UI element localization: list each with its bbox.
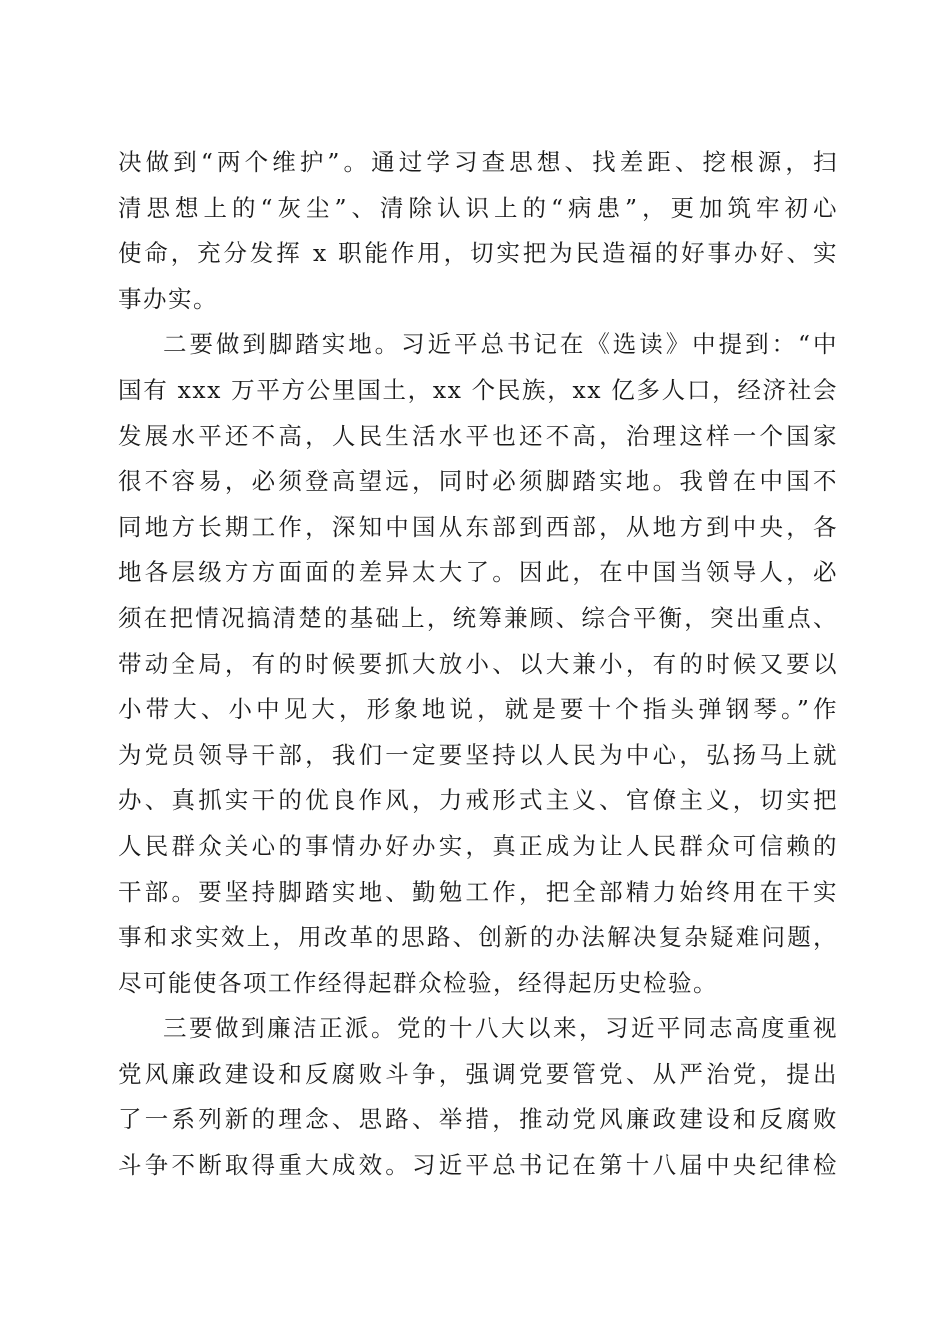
text-line: 事办实。	[118, 284, 218, 313]
text-line: 很不容易，必须登高望远，同时必须脚踏实地。我曾在中国不	[118, 467, 838, 496]
text-line: 小带大、小中见大，形象地说，就是要十个指头弹钢琴。”作	[118, 695, 838, 724]
text-line: 使命，充分发挥 x 职能作用，切实把为民造福的好事办好、实	[118, 239, 838, 268]
text-line: 决做到“两个维护”。通过学习查思想、找差距、挖根源，扫	[118, 148, 838, 176]
text-line: 三要做到廉洁正派。党的十八大以来，习近平同志高度重视	[163, 1014, 838, 1043]
text-line: 须在把情况搞清楚的基础上，统筹兼顾、综合平衡，突出重点、	[118, 603, 838, 632]
text-line: 办、真抓实干的优良作风，力戒形式主义、官僚主义，切实把	[118, 786, 838, 815]
text-line: 尽可能使各项工作经得起群众检验，经得起历史检验。	[118, 968, 718, 997]
text-line: 人民群众关心的事情办好办实，真正成为让人民群众可信赖的	[118, 831, 838, 860]
text-line: 清思想上的“灰尘”、清除认识上的“病患”，更加筑牢初心	[118, 193, 838, 222]
text-line: 发展水平还不高，人民生活水平也还不高，治理这样一个国家	[118, 421, 838, 450]
document-body	[118, 140, 838, 1189]
text-line: 带动全局，有的时候要抓大放小、以大兼小，有的时候又要以	[118, 649, 838, 678]
text-line: 国有 xxx 万平方公里国土，xx 个民族，xx 亿多人口，经济社会	[118, 375, 838, 404]
paragraph-second	[118, 322, 838, 1006]
text-line: 事和求实效上，用改革的思路、创新的办法解决复杂疑难问题，	[118, 923, 838, 952]
text-line: 了一系列新的理念、思路、举措，推动党风廉政建设和反腐败	[118, 1105, 838, 1134]
text-line: 同地方长期工作，深知中国从东部到西部，从地方到中央，各	[118, 512, 838, 541]
paragraph-continued	[118, 140, 838, 322]
text-line: 斗争不断取得重大成效。习近平总书记在第十八届中央纪律检	[118, 1151, 838, 1180]
text-line: 干部。要坚持脚踏实地、勤勉工作，把全部精力始终用在干实	[118, 877, 838, 906]
text-line: 二要做到脚踏实地。习近平总书记在《选读》中提到：“中	[163, 330, 838, 359]
text-line: 地各层级方方面面的差异太大了。因此，在中国当领导人，必	[118, 558, 838, 587]
text-line: 为党员领导干部，我们一定要坚持以人民为中心，弘扬马上就	[118, 740, 838, 769]
paragraph-third	[118, 1006, 838, 1188]
text-line: 党风廉政建设和反腐败斗争，强调党要管党、从严治党，提出	[118, 1059, 838, 1088]
